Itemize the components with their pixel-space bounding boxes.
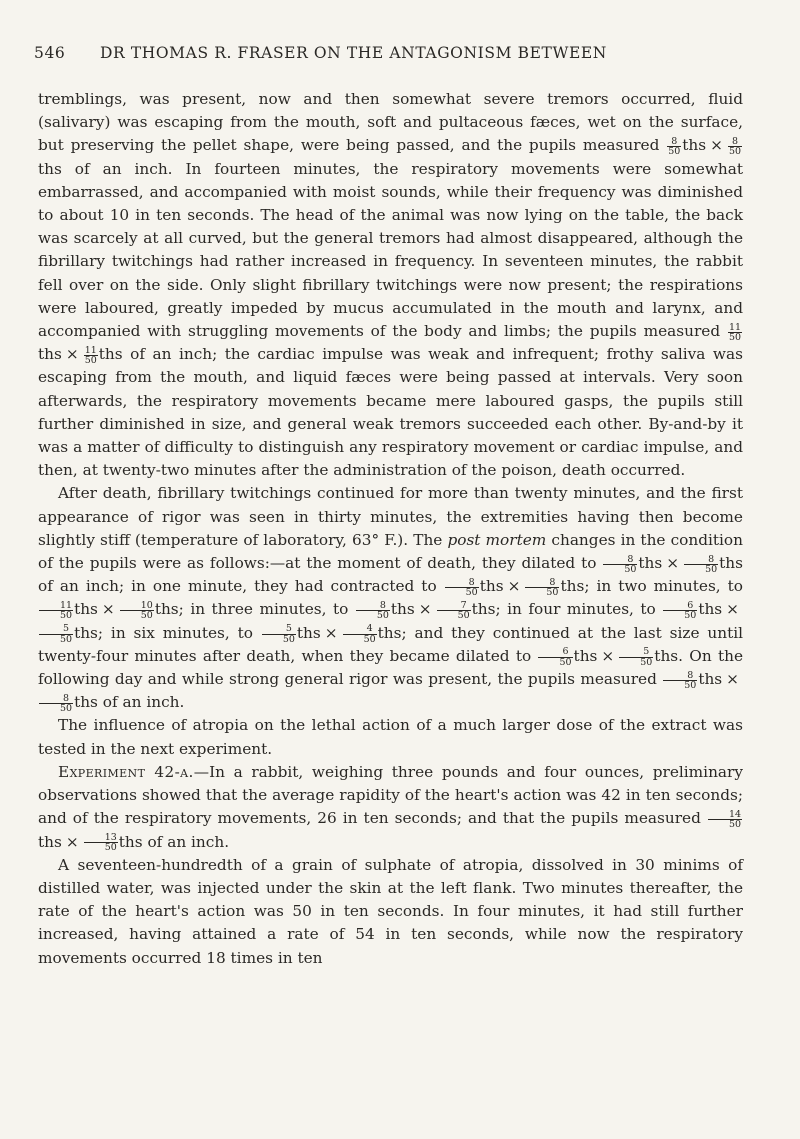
paragraph-4-experiment: Experiment 42-a.—In a rabbit, weighing three pounds and four ounces, preliminary observations showed that the average rapidity of the heart's action was 42 in ten seconds; and of the respiratory movements, 26 in ten seconds; and that the pupils measured $\frac{14}{50}$ ths × $\frac{13}{50}$ ths of an inch. <box>38 762 743 854</box>
fraction: $\frac{8}{50}$ <box>663 671 697 691</box>
times-sign: × <box>101 600 115 619</box>
paragraph-3: The influence of atropia on the lethal action of a much larger dose of the extract was tested in the next experiment. <box>38 716 743 758</box>
italic-term: post mortem <box>447 530 547 549</box>
text-run: ; the cardiac impulse was weak and infrequent; frothy saliva was escaping from the mouth, and liquid fæces were being passed at intervals. Very soon afterwards, the respiratory movements became mere laboured gasps, the pupils still further diminished in size, and general weak tremors succeeded each other. By-and-by it was a matter of difficulty to distinguish any respiratory movement or cardiac impulse, and then, at twenty-two minutes after the administration of the poison, death occurred. <box>38 345 743 480</box>
text-run: —In a rabbit, weighing three pounds and four ounces, preliminary observations showed that the average rapidity of the heart's action was 42 in ten seconds; and of the respiratory movements, 26 in ten seconds; and that the pupils measured <box>38 762 743 828</box>
times-sign: × <box>507 577 521 596</box>
text-run: ; in one minute, they had contracted to <box>118 577 444 596</box>
times-sign: × <box>666 554 680 573</box>
text-run: After death, fibrillary twitchings continued for more than twenty minutes, and the first appearance of rigor was seen in thirty minutes, the extremities having then become slightly stiff (temperature of laboratory, 63° F.). The <box>38 484 743 549</box>
fraction: $\frac{14}{50}$ <box>708 810 742 830</box>
fraction: $\frac{11}{50}$ <box>39 601 73 621</box>
text-run: On the following day and while strong general rigor was present, the pupils measured <box>38 646 743 689</box>
times-sign: × <box>601 646 615 665</box>
times-sign: × <box>710 136 723 155</box>
page-number: 546 <box>34 44 66 62</box>
fraction: $\frac{6}{50}$ <box>663 601 697 621</box>
fraction: $\frac{8}{50}$ <box>445 578 479 598</box>
fraction: $\frac{11}{50}$ <box>84 344 97 367</box>
paragraph-2: After death, fibrillary twitchings continued for more than twenty minutes, and the first appearance of rigor was seen in thirty minutes, the extremities having then become slightly stiff (temperature of laboratory, 63° F.). The post mortem changes in the condition of the pupils were as follows:—at the moment of death, they dilated to $\frac{8}{50}$ ths × $\frac{8}{50}$ ths of an inch; in one minute, they had contracted to $\frac{8}{50}$ ths × $\frac{8}{50}$ ths; in two minutes, to $\frac{11}{50}$ ths × $\frac{10}{50}$ ths; in three minutes, to $\frac{8}{50}$ ths × $\frac{7}{50}$ ths; in four minutes, to $\frac{6}{50}$ ths × $\frac{5}{50}$ ths; in six minutes, to $\frac{5}{50}$ ths × $\frac{4}{50}$ ths; and they continued at the last size until twenty-four minutes after death, when they became dilated to $\frac{6}{50}$ ths × $\frac{5}{50}$ ths. On the following day and while strong general rigor was present, the pupils measured $\frac{8}{50}$ ths × $\frac{8}{50}$ ths of an inch. <box>38 484 744 715</box>
fraction: $\frac{8}{50}$ <box>39 694 73 714</box>
fraction: $\frac{4}{50}$ <box>343 624 377 644</box>
fraction: $\frac{10}{50}$ <box>120 601 154 621</box>
times-sign: × <box>65 832 79 851</box>
text-run: ; in two minutes, to <box>584 577 744 596</box>
paragraph-5: A seventeen-hundredth of a grain of sulphate of atropia, dissolved in 30 minims of distilled water, was injected under the skin at the left flank. Two minutes thereafter, the rate of the heart's action was 50 in ten seconds. In four minutes, it had still further increased, having attained a rate of 54 in ten seconds, while now the respiratory movements occurred 18 times in ten <box>38 855 743 967</box>
text-run: ; in six minutes, to <box>97 623 261 642</box>
text-run: ; in three minutes, to <box>178 600 355 619</box>
text-run: ; and they continued at the last size until twenty-four minutes after death, when they became dilated to <box>38 623 744 665</box>
times-sign: × <box>418 600 432 619</box>
fraction: $\frac{5}{50}$ <box>619 647 653 667</box>
running-head-title: DR THOMAS R. FRASER ON THE ANTAGONISM BETWEEN <box>100 44 607 62</box>
fraction: $\frac{8}{50}$ <box>668 135 681 158</box>
fraction: $\frac{13}{50}$ <box>84 833 118 853</box>
fraction: $\frac{8}{50}$ <box>603 555 637 575</box>
times-sign: × <box>726 670 739 689</box>
text-run: changes in the condition of the pupils were as follows:—at the moment of death, they dilated to <box>38 530 743 573</box>
fraction: $\frac{8}{50}$ <box>728 135 741 158</box>
fraction: $\frac{6}{50}$ <box>538 647 572 667</box>
times-sign: × <box>324 623 338 642</box>
body-text <box>38 88 743 970</box>
paragraph-1: tremblings, was present, now and then somewhat severe tremors occurred, fluid (salivary) was escaping from the mouth, soft and pultaceous fæces, wet on the surface, but preserving the pellet shape, were being passed, and the pupils measured $\frac{8}{50}$ ths × $\frac{8}{50}$ ths of an inch. In fourteen minutes, the respiratory movements were somewhat embarrassed, and accompanied with moist sounds, while their frequency was diminished to about 10 in ten seconds. The head of the animal was now lying on the table, the back was scarcely at all curved, but the general tremors had almost disappeared, although the fibrillary twitchings had rather increased in frequency. In seventeen minutes, the rabbit fell over on the side. Only slight fibrillary twitchings were now present; the respirations were laboured, greatly impeded by mucus accumulated in the mouth and larynx, and accompanied with struggling movements of the body and limbs; the pupils measured $\frac{11}{50}$ ths × $\frac{11}{50}$ ths of an inch; the cardiac impulse was weak and infrequent; frothy saliva was escaping from the mouth, and liquid fæces were being passed at intervals. Very soon afterwards, the respiratory movements became mere laboured gasps, the pupils still further diminished in size, and general weak tremors succeeded each other. By-and-by it was a matter of difficulty to distinguish any respiratory movement or cardiac impulse, and then, at twenty-two minutes after the administration of the poison, death occurred. <box>38 90 743 480</box>
fraction: $\frac{5}{50}$ <box>39 624 73 644</box>
fraction: $\frac{11}{50}$ <box>728 321 741 343</box>
fraction: $\frac{7}{50}$ <box>437 601 471 621</box>
fraction: $\frac{8}{50}$ <box>684 555 718 575</box>
text-run: ; in four minutes, to <box>495 600 663 619</box>
fraction: $\frac{8}{50}$ <box>525 578 559 598</box>
text-run: In fourteen minutes, the respiratory movements were somewhat embarrassed, and accompanied with moist sounds, while their frequency was diminished to about 10 in ten seconds. The head of the animal was now lying on the table, the back was scarcely at all curved, but the general tremors had almost disappeared, although the fibrillary twitchings had rather increased in frequency. In seventeen minutes, the rabbit fell over on the side. Only slight fibrillary twitchings were now present; the respirations were laboured, greatly impeded by mucus accumulated in the mouth and larynx, and accompanied with struggling movements of the body and limbs; the pupils measured <box>38 159 743 341</box>
fraction: $\frac{5}{50}$ <box>262 624 296 644</box>
times-sign: × <box>726 600 739 619</box>
fraction: $\frac{8}{50}$ <box>356 601 390 621</box>
experiment-label: Experiment 42-a. <box>58 762 194 781</box>
times-sign: × <box>65 345 79 364</box>
text-run: tremblings, was present, now and then somewhat severe tremors occurred, fluid (salivary) was escaping from the mouth, soft and pultaceous fæces, wet on the surface, but preserving the pellet shape, were being passed, and the pupils measured <box>38 90 743 155</box>
running-head <box>34 44 738 70</box>
